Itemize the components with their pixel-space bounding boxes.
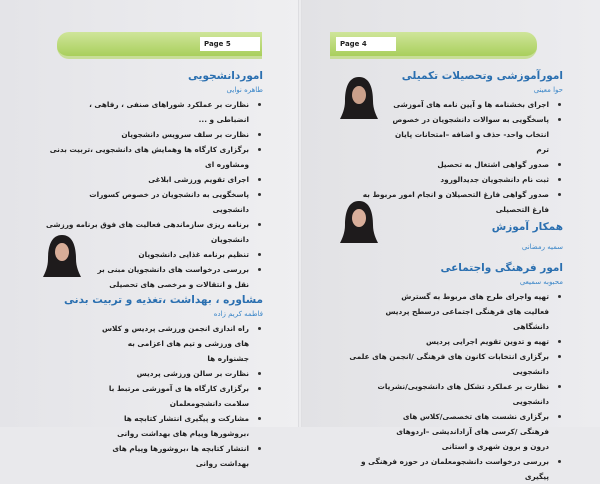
list-item: برگزاری کارگاه ها ی آموزشی مرتبط با سلامت دانشجومعلمان <box>100 381 249 411</box>
duties-list <box>362 97 563 217</box>
list-item: برگزاری نشست های تخصصی/کلاس های فرهنگی /کرسی های آزاداندیشی –اردوهای درون و برون شهری و استانی <box>385 409 549 454</box>
list-item: نظارت بر عملکرد شوراهای صنفی ، رفاهی ، انضباطی و ... <box>60 97 249 127</box>
section-student-affairs <box>45 68 263 471</box>
duties-list <box>100 321 263 471</box>
list-item: برگزاری انتخابات کانون های فرهنگی /انجمن های علمی دانشجویی <box>345 349 549 379</box>
list-item: اجرای تقویم ورزشی ابلاغی <box>60 172 249 187</box>
staff-name: محبوبه سمیعی <box>519 278 563 286</box>
list-item: بررسی درخواست های دانشجویان مبنی بر نقل و انتقالات و مرخصی های تحصیلی <box>90 262 249 292</box>
staff-photo <box>43 233 81 281</box>
list-item: راه اندازی انجمن ورزشی پردیس و کلاس های ورزشی و تیم های اعزامی به جشنواره ها <box>100 321 249 366</box>
section-title: امورآموزشی وتحصیلات تکمیلی <box>401 70 563 82</box>
page-4-header-bar <box>330 32 537 59</box>
staff-name: فاطمه کریم زاده <box>213 310 263 318</box>
list-item: برگزاری کارگاه ها وهمایش های دانشجویی ،تربیت بدنی ومشاوره ای <box>30 142 249 172</box>
list-item: پاسخگویی به دانشجویان در خصوص کسورات دانشجویی <box>60 187 249 217</box>
section-title: مشاوره ، بهداشت ،تغذیه و تربیت بدنی <box>64 294 263 306</box>
staff-name: طاهره نوایی <box>226 86 263 94</box>
list-item: نظارت بر عملکرد تشکل های دانشجویی/نشریات دانشجویی <box>345 379 549 409</box>
staff-photo <box>340 75 378 123</box>
list-item: صدور گواهی اشتغال به تحصیل <box>385 157 549 172</box>
page-number: Page 4 <box>336 37 396 51</box>
section-title: امور فرهنگی واجتماعی <box>440 262 563 274</box>
staff-name: حوا معینی <box>533 86 563 94</box>
page-5-header-bar <box>57 32 262 59</box>
list-item: اجرای بخشنامه ها و آیین نامه های آموزشی <box>385 97 549 112</box>
staff-photo <box>340 199 378 247</box>
list-item: پاسخگویی به سوالات دانشجویان در خصوص انتخاب واحد- حذف و اضافه –امتحانات پایان ترم <box>385 112 549 157</box>
list-item: نظارت بر سلف سرویس دانشجویان <box>60 127 249 142</box>
duties-list <box>349 289 563 484</box>
list-item: برنامه ریزی سازماندهی فعالیت های فوق برنامه ورزشی دانشجویان <box>30 217 249 247</box>
list-item: ثبت نام دانشجویان جدیدالورود <box>385 172 549 187</box>
section-title: همکار آموزش <box>491 221 563 233</box>
list-item: نظارت بر سالن ورزشی پردیس <box>100 366 249 381</box>
list-item: تهیه واجرای طرح های مربوط به گسترش فعالیت های فرهنگی اجتماعی درسطح پردیس دانشگاهی <box>385 289 549 334</box>
list-item: بررسی درخواست دانشجومعلمان در حوزه فرهنگی و پیگیری <box>345 454 549 484</box>
list-item: تهیه و تدوین تقویم اجرایی پردیس <box>385 334 549 349</box>
list-item: مشارکت و پیگیری انتشار کتابچه ها ،بروشورها وپیام های بهداشت روانی <box>100 411 249 441</box>
staff-name: سمیه رمضانی <box>521 243 563 251</box>
list-item: صدور گواهی فارغ التحصیلان و انجام امور مربوط به فارغ التحصیلی <box>345 187 549 217</box>
section-title: اموردانشجویی <box>187 70 263 82</box>
page-number: Page 5 <box>200 37 260 51</box>
list-item: انتشار کتابچه ها ،بروشورها وپیام های بهداشت روانی <box>100 441 249 471</box>
list-item: تنظیم برنامه غذایی دانشجویان <box>60 247 249 262</box>
page-fold <box>298 0 302 427</box>
duties-list <box>45 97 263 292</box>
section-education <box>349 68 563 484</box>
